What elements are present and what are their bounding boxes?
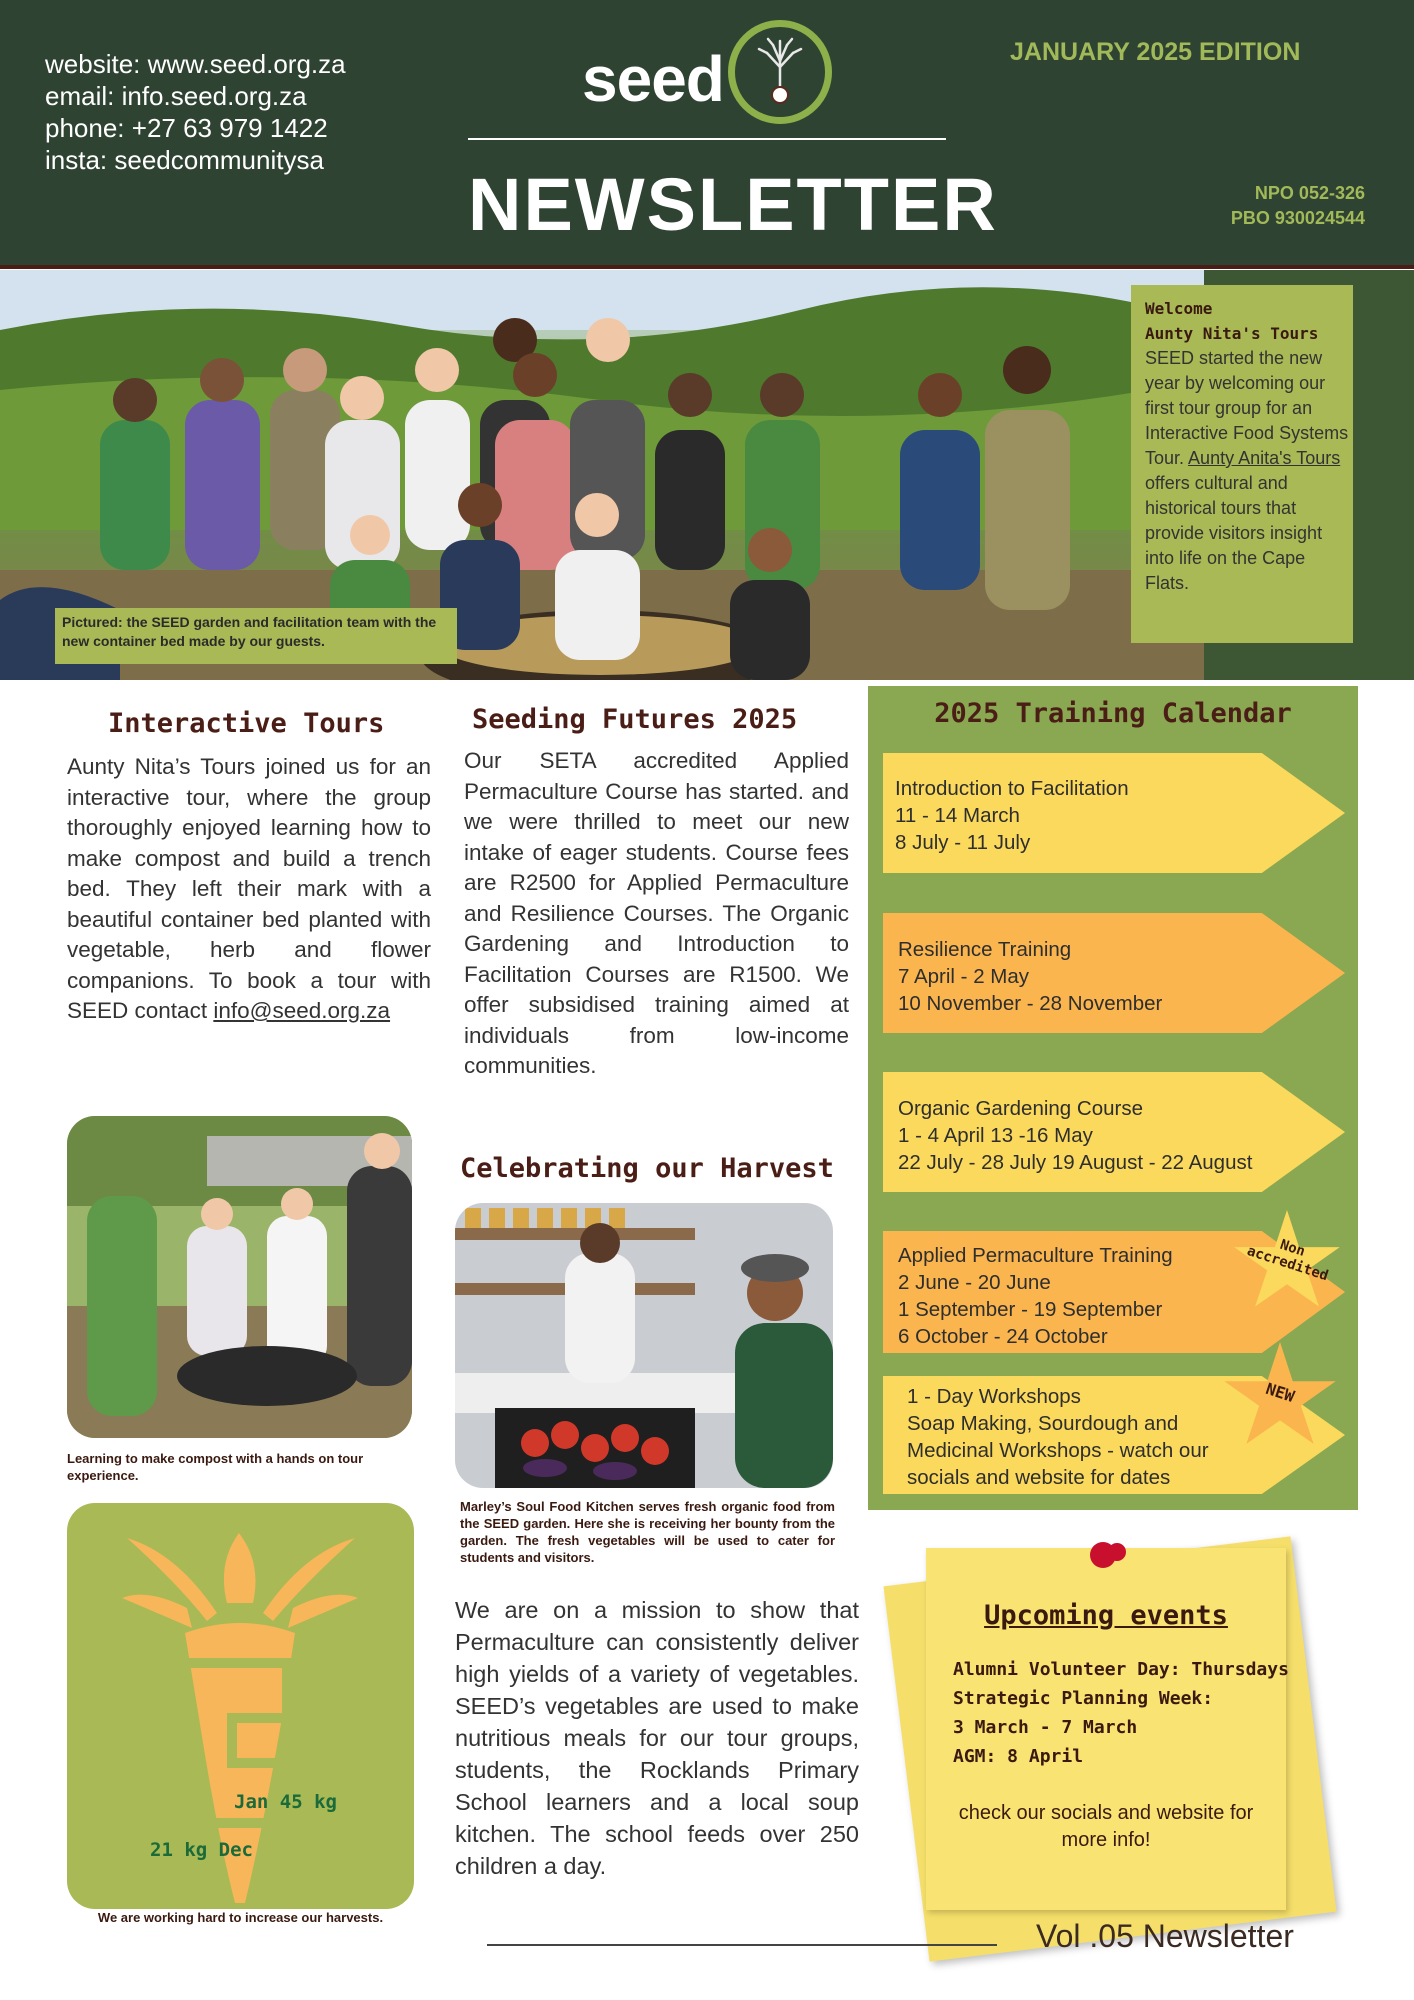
course-name: Introduction to Facilitation xyxy=(895,777,1129,800)
course-date: 1 - 4 April 13 -16 May xyxy=(898,1124,1093,1147)
course-date: 22 July - 28 July 19 August - 22 August xyxy=(898,1151,1253,1174)
course-date: 1 September - 19 September xyxy=(898,1298,1163,1321)
upcoming-events-title: Upcoming events xyxy=(984,1600,1228,1631)
soul-food-kitchen-photo xyxy=(455,1203,833,1488)
events-note: check our socials and website for more info! xyxy=(958,1802,1254,1851)
course-date: 10 November - 28 November xyxy=(898,992,1163,1015)
header-divider xyxy=(0,265,1414,269)
event-item: AGM: 8 April xyxy=(953,1746,1084,1767)
calendar-item-organic-text xyxy=(898,1095,1252,1176)
course-date: 11 - 14 March xyxy=(895,804,1020,827)
phone-number: +27 63 979 1422 xyxy=(131,113,328,143)
calendar-item-resilience-text xyxy=(898,936,1162,1017)
seed-logo-text: seed xyxy=(582,43,724,115)
contact-insta[interactable] xyxy=(45,144,324,176)
harvest-body: We are on a mission to show that Permaculture can consistently deliver high yields of a variety of vegetables. SEED’s vegetables are used to make nutritious meals for our tour groups, students, the Rocklands Primary School learners and a local soup kitchen. The school feeds over 250 children a day. xyxy=(455,1597,859,1879)
welcome-text-cont: offers cultural and historical tours that provide visitors insight into life on the Cape Flats. xyxy=(1145,473,1323,593)
carrot-caption: We are working hard to increase our harvests. xyxy=(97,1910,384,1925)
upcoming-events-list xyxy=(953,1655,1289,1771)
newsletter-title: NEWSLETTER xyxy=(468,163,998,246)
training-calendar-title: 2025 Training Calendar xyxy=(934,698,1292,729)
course-date: 2 June - 20 June xyxy=(898,1271,1051,1294)
contact-label: website: xyxy=(45,49,141,79)
calendar-item-workshops-text xyxy=(907,1383,1209,1491)
calendar-item-permaculture-text xyxy=(898,1242,1173,1350)
new-badge: NEW xyxy=(1263,1379,1297,1407)
contact-label: email: xyxy=(45,81,115,111)
non-accredited-badge: Non accredited xyxy=(1244,1236,1331,1285)
course-name: Applied Permaculture Training xyxy=(898,1244,1173,1267)
welcome-title xyxy=(1145,296,1318,346)
volume-label: Vol .05 Newsletter xyxy=(1036,1918,1294,1954)
website-link[interactable]: www.seed.org.za xyxy=(147,49,346,79)
tree-logo-icon xyxy=(728,20,832,124)
contact-label: phone: xyxy=(45,113,125,143)
npo-number: NPO 052-326 xyxy=(1254,183,1365,203)
dec-harvest-label: 21 kg Dec xyxy=(150,1839,253,1861)
header-title-rule xyxy=(468,138,946,140)
course-name: 1 - Day Workshops xyxy=(907,1385,1081,1408)
jan-harvest-label: Jan 45 kg xyxy=(234,1791,337,1813)
course-date: 8 July - 11 July xyxy=(895,831,1031,854)
welcome-heading: Welcome xyxy=(1145,299,1213,318)
course-date: 6 October - 24 October xyxy=(898,1325,1108,1348)
harvest-carrot-graphic xyxy=(67,1503,414,1909)
insta-handle[interactable]: seedcommunitysa xyxy=(114,145,324,175)
compost-photo xyxy=(67,1116,412,1438)
seeding-futures-body: Our SETA accredited Applied Permaculture Course has started. and we were thrilled to meet our new intake of eager students. Course fees are R2500 for Applied Permaculture and Resilience Courses. The Organic Gardening and Introduction to Facilitation Courses are R1500. We offer subsidised training aimed at individuals from low-income communities. xyxy=(464,748,849,1078)
pbo-number: PBO 930024544 xyxy=(1230,208,1365,228)
hero-caption: Pictured: the SEED garden and facilitation team with the new container bed made by our guests. xyxy=(62,614,437,649)
interactive-tours-body xyxy=(67,752,431,1027)
contact-email[interactable] xyxy=(45,80,307,112)
contact-phone xyxy=(45,112,328,144)
course-detail: socials and website for dates xyxy=(907,1466,1171,1489)
welcome-text: SEED started the new year by welcoming our first tour group for an Interactive Food Systems Tour. xyxy=(1145,348,1349,468)
footer-rule xyxy=(487,1944,997,1946)
email-link[interactable]: info.seed.org.za xyxy=(121,81,307,111)
calendar-item-facilitation-text xyxy=(895,775,1129,856)
harvest-heading: Celebrating our Harvest xyxy=(460,1153,834,1184)
welcome-body xyxy=(1145,346,1350,596)
tours-text: Aunty Nita’s Tours joined us for an interactive tour, where the group thoroughly enjoyed learning how to make compost and build a trench bed. They left their mark with a beautiful container bed planted with vegetable, herb and flower companions. To book a tour with SEED contact xyxy=(67,754,431,1023)
edition-label: JANUARY 2025 EDITION xyxy=(1010,38,1301,66)
tour-booking-email-link[interactable]: info@seed.org.za xyxy=(213,998,391,1023)
contact-website[interactable] xyxy=(45,48,346,80)
seeding-futures-heading: Seeding Futures 2025 xyxy=(472,704,798,735)
event-item: Strategic Planning Week: xyxy=(953,1688,1214,1709)
course-detail: Soap Making, Sourdough and xyxy=(907,1412,1179,1435)
welcome-subheading: Aunty Nita's Tours xyxy=(1145,324,1319,343)
soul-food-photo-caption: Marley’s Soul Food Kitchen serves fresh organic food from the SEED garden. Here she is receiving her bounty from the garden. The fresh vegetables will be used to cater for students and visitors. xyxy=(460,1499,835,1565)
event-item: Alumni Volunteer Day: Thursdays xyxy=(953,1659,1289,1680)
course-detail: Medicinal Workshops - watch our xyxy=(907,1439,1209,1462)
event-item: 3 March - 7 March xyxy=(953,1717,1138,1738)
course-date: 7 April - 2 May xyxy=(898,965,1030,988)
interactive-tours-heading: Interactive Tours xyxy=(108,708,385,739)
course-name: Organic Gardening Course xyxy=(898,1097,1143,1120)
pushpin-head-icon xyxy=(1108,1543,1126,1561)
course-name: Resilience Training xyxy=(898,938,1072,961)
aunty-anitas-tours-link[interactable]: Aunty Anita's Tours xyxy=(1188,448,1341,468)
contact-label: insta: xyxy=(45,145,108,175)
compost-photo-caption: Learning to make compost with a hands on tour experience. xyxy=(67,1451,364,1483)
